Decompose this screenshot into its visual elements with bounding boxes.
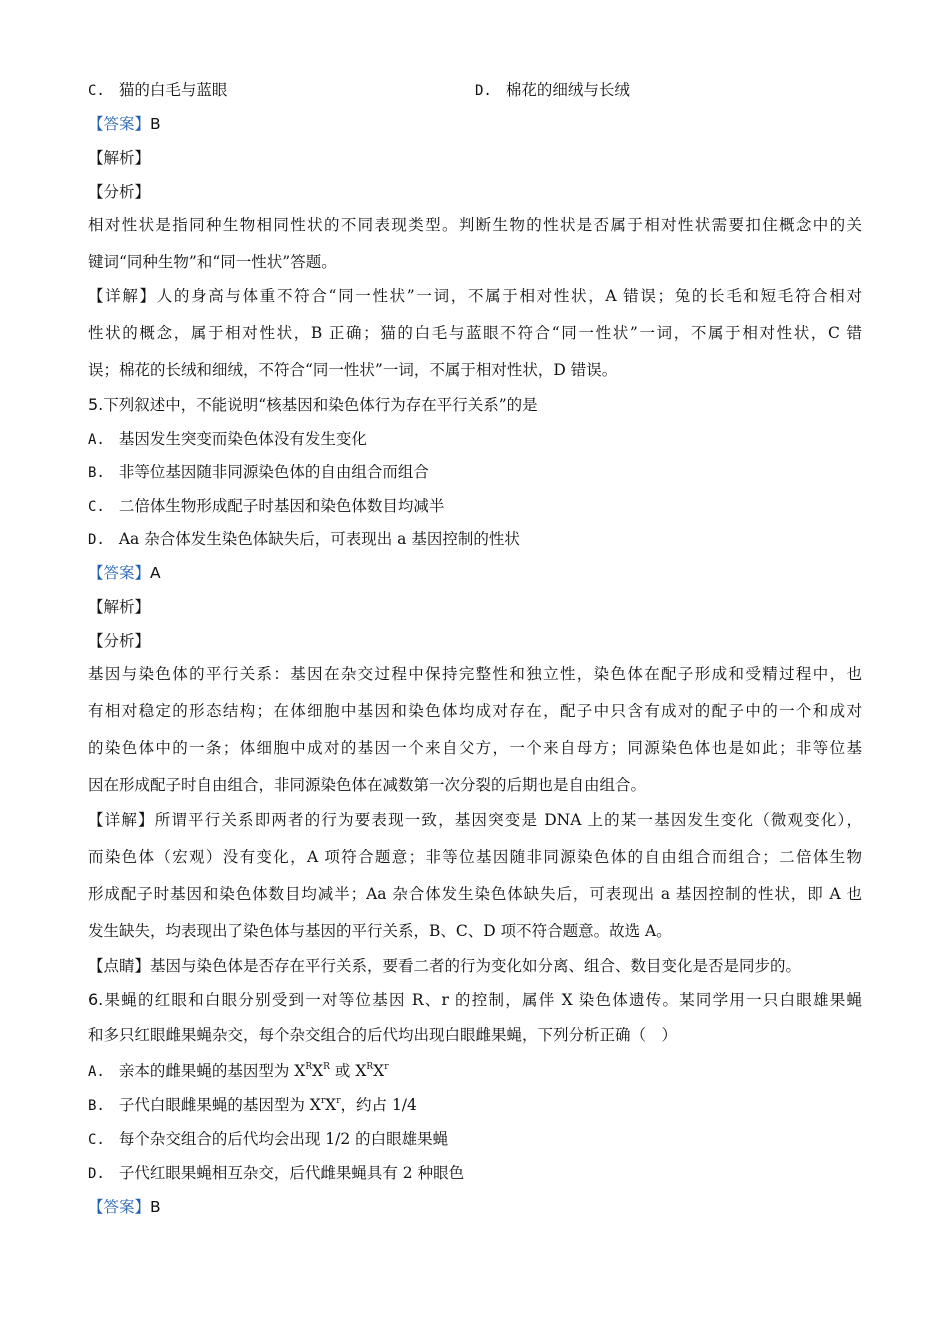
answer-value: B bbox=[150, 115, 161, 133]
option-text: 二倍体生物形成配子时基因和染色体数目均减半 bbox=[118, 497, 445, 515]
answer-tag: 【答案】 bbox=[88, 1198, 151, 1216]
detail-text: 所谓平行关系即两者的行为要表现一致，基因突变是 DNA 上的某一基因发生变化（微观变化）， bbox=[154, 811, 862, 829]
option-label: A. bbox=[88, 1064, 105, 1080]
q4-answer bbox=[88, 114, 161, 134]
option-text: 猫的白毛与蓝眼 bbox=[118, 81, 228, 99]
q6-stem-line1 bbox=[88, 990, 862, 1010]
question-number: 6. bbox=[88, 990, 104, 1009]
q6-option-d bbox=[88, 1163, 464, 1184]
option-text: 子代红眼果蝇相互杂交，后代雌果蝇具有 2 种眼色 bbox=[118, 1164, 465, 1182]
analysis-tag: 【解析】 bbox=[88, 149, 151, 167]
question-number: 5. bbox=[88, 395, 104, 414]
q4-fenxi-tag bbox=[88, 182, 150, 202]
genotype-x: X bbox=[355, 1062, 367, 1080]
genotype-x: X bbox=[325, 1096, 337, 1114]
option-text: 基因发生突变而染色体没有发生变化 bbox=[118, 430, 367, 448]
genotype-x: X bbox=[312, 1062, 324, 1080]
q5-answer bbox=[88, 563, 161, 583]
option-label: C. bbox=[88, 499, 105, 515]
allele-sup: r bbox=[336, 1096, 341, 1106]
answer-value: B bbox=[150, 1198, 161, 1216]
detail-text: 人的身高与体重不符合“同一性状”一词，不属于相对性状，A 错误；兔的长毛和短毛符合相对 bbox=[156, 287, 862, 305]
q4-option-d bbox=[475, 80, 630, 101]
q4-analysis-tag bbox=[88, 148, 150, 168]
q5-option-a bbox=[88, 429, 367, 450]
q4-option-c bbox=[88, 80, 227, 101]
option-text: 棉花的细绒与长绒 bbox=[505, 81, 630, 99]
q5-stem bbox=[88, 395, 538, 415]
option-text: 非等位基因随非同源染色体的自由组合而组合 bbox=[118, 463, 429, 481]
option-label: C. bbox=[88, 1132, 105, 1148]
answer-tag: 【答案】 bbox=[88, 564, 151, 582]
allele-sup: r bbox=[384, 1062, 389, 1072]
option-text: 子代白眼雌果蝇的基因型为 bbox=[118, 1096, 310, 1114]
q5-fenxi-line2: 有相对稳定的形态结构；在体细胞中基因和染色体均成对存在，配子中只含有成对的配子中的一个和成对 bbox=[88, 702, 862, 720]
genotype-x: X bbox=[294, 1062, 306, 1080]
q4-fenxi-line2: 键词“同种生物”和“同一性状”答题。 bbox=[88, 253, 337, 271]
answer-value: A bbox=[150, 564, 161, 582]
dianjing-text: 基因与染色体是否存在平行关系，要看二者的行为变化如分离、组合、数目变化是否是同步的。 bbox=[150, 957, 802, 975]
option-label: D. bbox=[88, 1166, 105, 1182]
option-label: B. bbox=[88, 1098, 105, 1114]
allele-sup: R bbox=[305, 1062, 313, 1072]
q5-option-c bbox=[88, 496, 444, 517]
option-text: 亲本的雌果蝇的基因型为 bbox=[118, 1062, 295, 1080]
q4-detail-line1 bbox=[88, 286, 862, 306]
option-text: Aa 杂合体发生染色体缺失后，可表现出 a 基因控制的性状 bbox=[118, 530, 520, 548]
q5-fenxi-tag bbox=[88, 631, 150, 651]
or-text: 或 bbox=[329, 1062, 356, 1080]
q5-detail-line2: 而染色体（宏观）没有变化，A 项符合题意；非等位基因随非同源染色体的自由组合而组合；二倍体生物 bbox=[88, 848, 862, 866]
q5-fenxi-line3: 的染色体中的一条；体细胞中成对的基因一个来自父方，一个来自母方；同源染色体也是如此；非等位基 bbox=[88, 739, 862, 757]
option-label: C. bbox=[88, 83, 105, 99]
genotype-x: X bbox=[373, 1062, 385, 1080]
q6-option-b bbox=[88, 1095, 417, 1116]
option-text: 每个杂交组合的后代均会出现 1/2 的白眼雄果蝇 bbox=[118, 1130, 449, 1148]
q5-detail-line4: 发生缺失，均表现出了染色体与基因的平行关系，B、C、D 项不符合题意。故选 A。 bbox=[88, 922, 672, 940]
q5-option-d bbox=[88, 529, 520, 550]
q5-detail-line1 bbox=[88, 810, 862, 830]
allele-sup: r bbox=[320, 1096, 326, 1106]
q5-fenxi-line1: 基因与染色体的平行关系：基因在杂交过程中保持完整性和独立性，染色体在配子形成和受精过程中，也 bbox=[88, 665, 862, 683]
fenxi-tag: 【分析】 bbox=[88, 183, 151, 201]
answer-tag: 【答案】 bbox=[88, 115, 151, 133]
q5-fenxi-line4: 因在形成配子时自由组合，非同源染色体在减数第一次分裂的后期也是自由组合。 bbox=[88, 776, 647, 794]
question-stem: 下列叙述中，不能说明“核基因和染色体行为存在平行关系”的是 bbox=[103, 396, 538, 414]
q4-detail-line3: 误；棉花的长绒和细绒，不符合“同一性状”一词，不属于相对性状，D 错误。 bbox=[88, 361, 618, 379]
genotype-x: X bbox=[309, 1096, 321, 1114]
option-label: A. bbox=[88, 432, 105, 448]
option-label: D. bbox=[88, 532, 105, 548]
option-label: B. bbox=[88, 465, 105, 481]
question-stem: 果蝇的红眼和白眼分别受到一对等位基因 R、r 的控制，属伴 X 染色体遗传。某同学用一只白眼雄果蝇 bbox=[103, 991, 862, 1009]
option-text-tail: ，约占 1/4 bbox=[340, 1096, 417, 1114]
allele-sup: R bbox=[323, 1062, 330, 1072]
allele-sup: R bbox=[366, 1062, 374, 1072]
q5-analysis-tag bbox=[88, 597, 150, 617]
fenxi-tag: 【分析】 bbox=[88, 632, 151, 650]
detail-tag: 【详解】 bbox=[88, 811, 155, 829]
q5-detail-line3: 形成配子时基因和染色体数目均减半；Aa 杂合体发生染色体缺失后，可表现出 a 基因控制的性状，即 A 也 bbox=[88, 885, 862, 903]
analysis-tag: 【解析】 bbox=[88, 598, 151, 616]
q4-fenxi-line1: 相对性状是指同种生物相同性状的不同表现类型。判断生物的性状是否属于相对性状需要扣住概念中的关 bbox=[88, 216, 862, 234]
q5-dianjing bbox=[88, 956, 801, 976]
detail-tag: 【详解】 bbox=[88, 287, 157, 305]
q6-stem-line2: 和多只红眼雌果蝇杂交，每个杂交组合的后代均出现白眼雌果蝇，下列分析正确（ ） bbox=[88, 1026, 678, 1044]
q4-detail-line2: 性状的概念，属于相对性状，B 正确；猫的白毛与蓝眼不符合“同一性状”一词，不属于相对性状，C 错 bbox=[88, 324, 862, 342]
q6-answer bbox=[88, 1197, 161, 1217]
dianjing-tag: 【点睛】 bbox=[88, 957, 151, 975]
q6-option-c bbox=[88, 1129, 448, 1150]
q5-option-b bbox=[88, 462, 429, 483]
q6-option-a bbox=[88, 1061, 389, 1082]
option-label: D. bbox=[475, 83, 492, 99]
